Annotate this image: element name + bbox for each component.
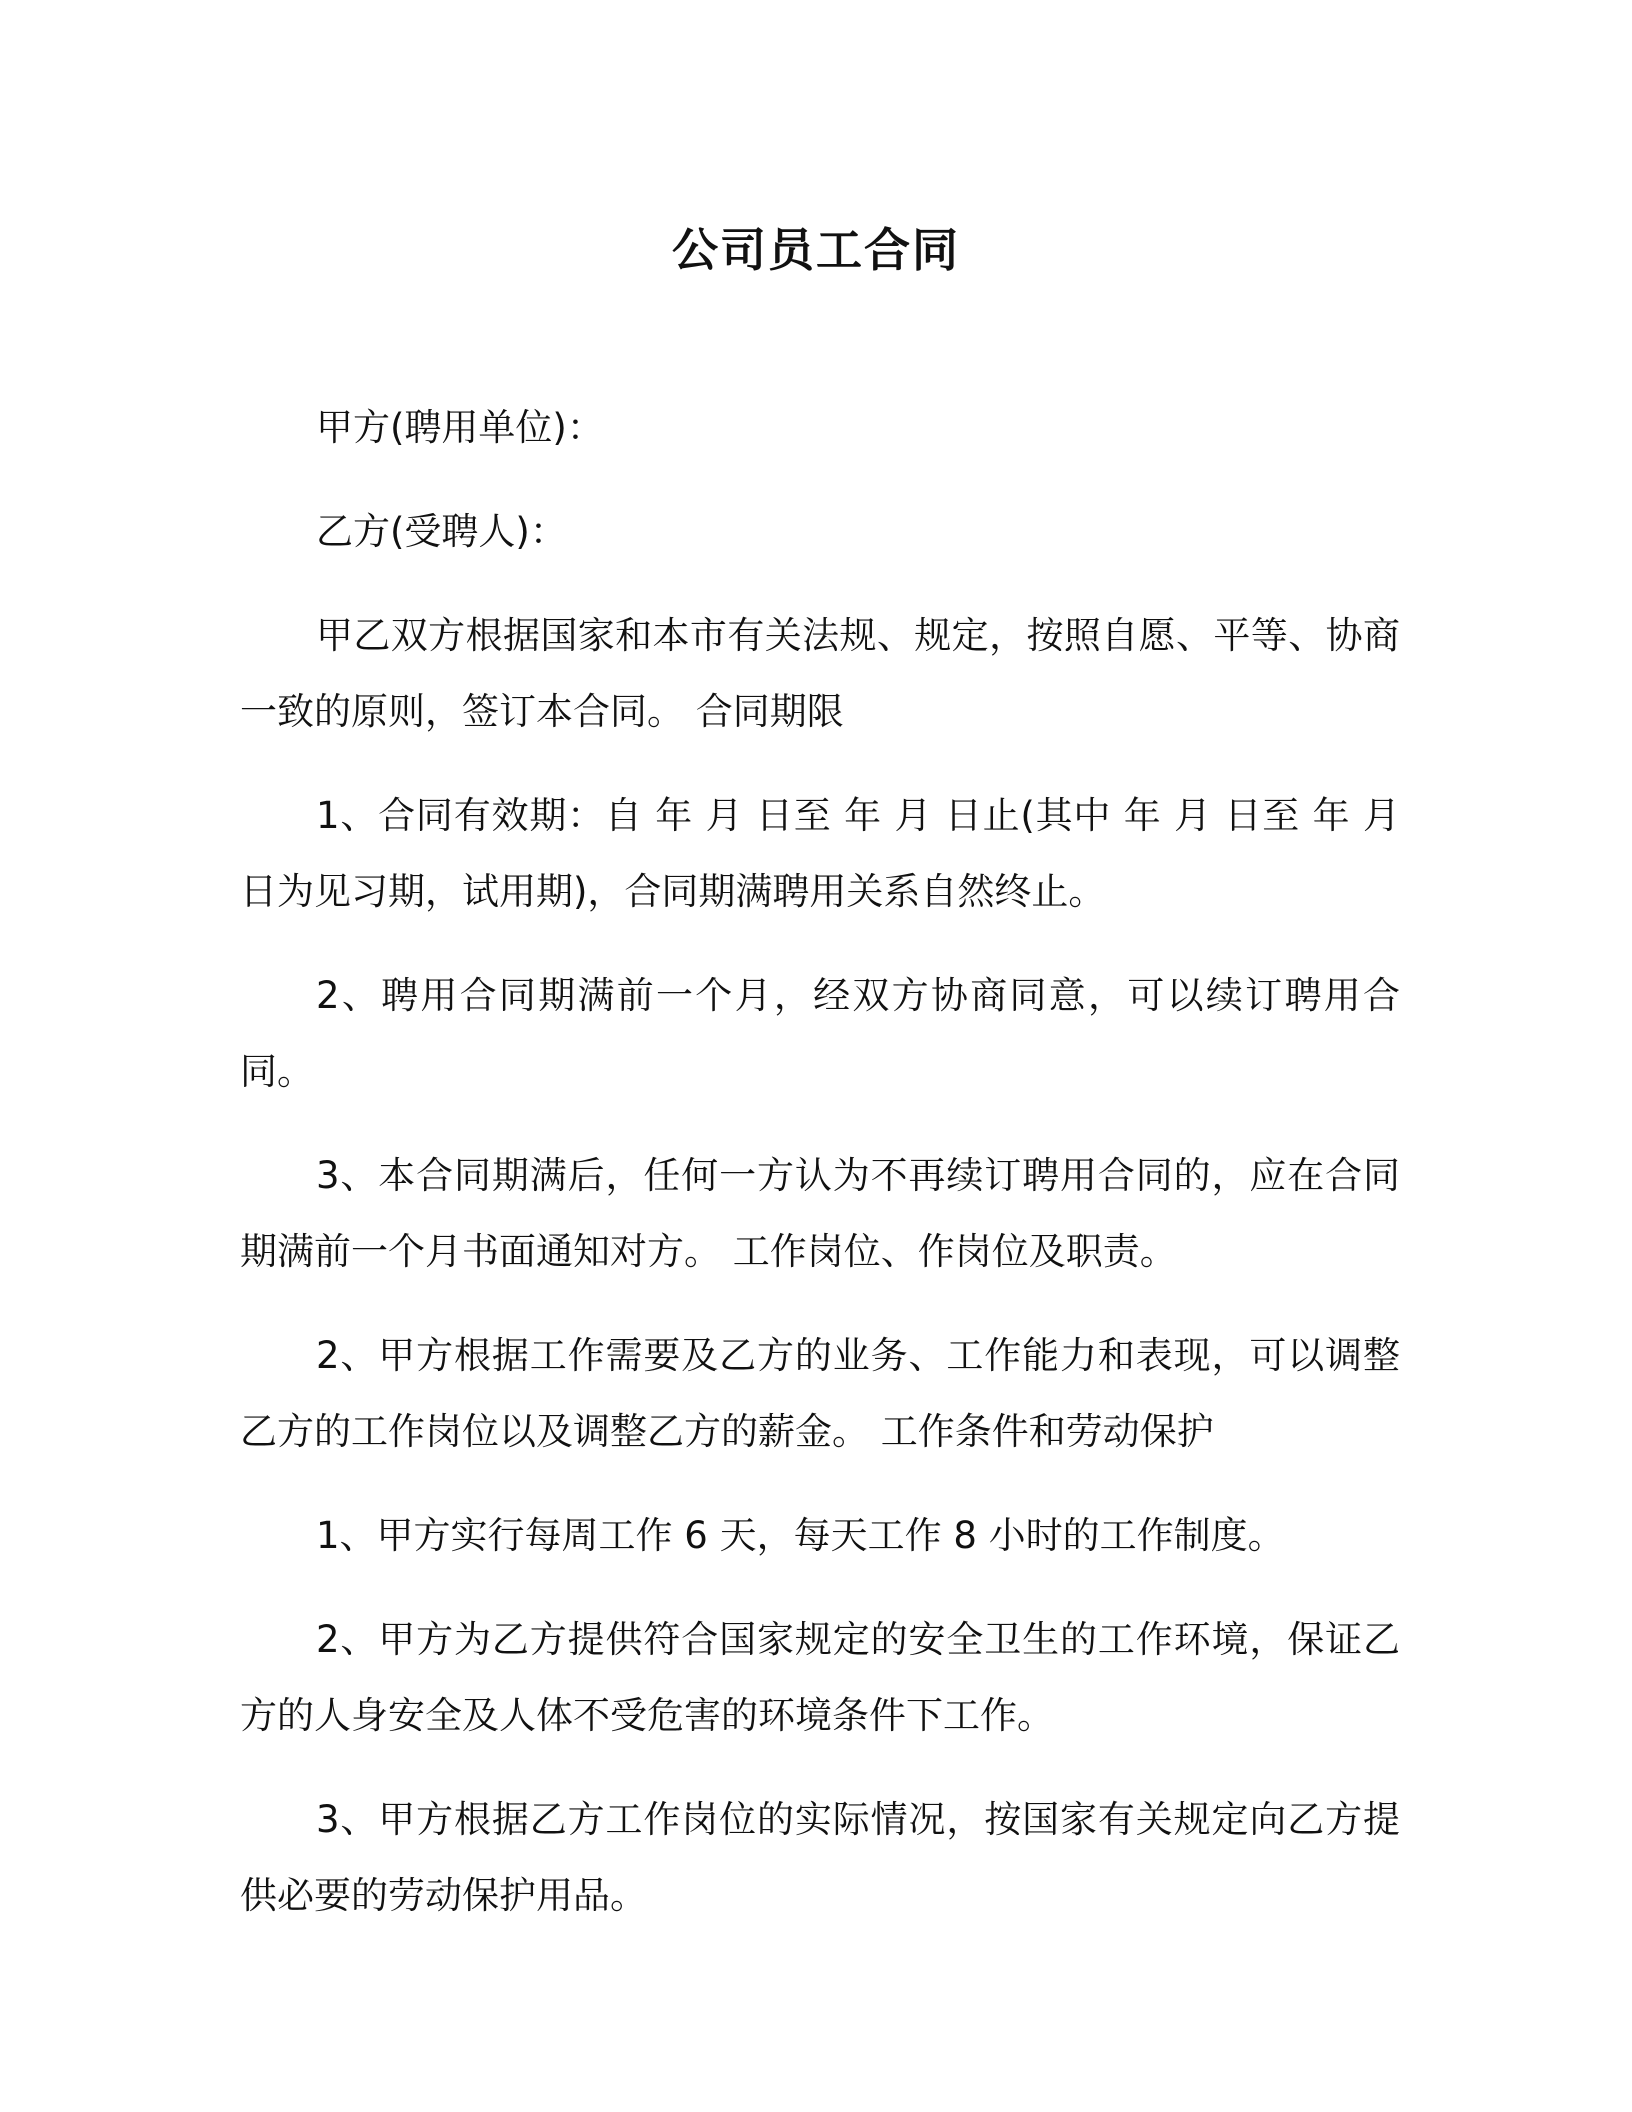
document-title: 公司员工合同 xyxy=(672,223,960,277)
clause-term-2: 2、聘用合同期满前一个月，经双方协商同意，可以续订聘用合同。 xyxy=(240,974,1400,1093)
clause-term-1: 1、合同有效期：自 年 月 日至 年 月 日止(其中 年 月 日至 年 月 日为见习期，试用期)，合同期满聘用关系自然终止。 xyxy=(240,794,1400,913)
clause-conditions-1: 1、甲方实行每周工作 6 天，每天工作 8 小时的工作制度。 xyxy=(316,1514,1285,1557)
clause-position-2: 2、甲方根据工作需要及乙方的业务、工作能力和表现，可以调整乙方的工作岗位以及调整乙方的薪金。 工作条件和劳动保护 xyxy=(240,1334,1400,1453)
preamble-paragraph: 甲乙双方根据国家和本市有关法规、规定，按照自愿、平等、协商一致的原则，签订本合同。 合同期限 xyxy=(240,614,1400,733)
clause-conditions-3: 3、甲方根据乙方工作岗位的实际情况，按国家有关规定向乙方提供必要的劳动保护用品。 xyxy=(240,1798,1400,1917)
document-body xyxy=(240,390,1400,1962)
party-b-line: 乙方(受聘人)： xyxy=(316,510,567,553)
party-a-line: 甲方(聘用单位)： xyxy=(316,406,604,449)
clause-term-3: 3、本合同期满后，任何一方认为不再续订聘用合同的，应在合同期满前一个月书面通知对方。 工作岗位、作岗位及职责。 xyxy=(240,1154,1400,1273)
clause-conditions-2: 2、甲方为乙方提供符合国家规定的安全卫生的工作环境，保证乙方的人身安全及人体不受危害的环境条件下工作。 xyxy=(240,1618,1400,1737)
